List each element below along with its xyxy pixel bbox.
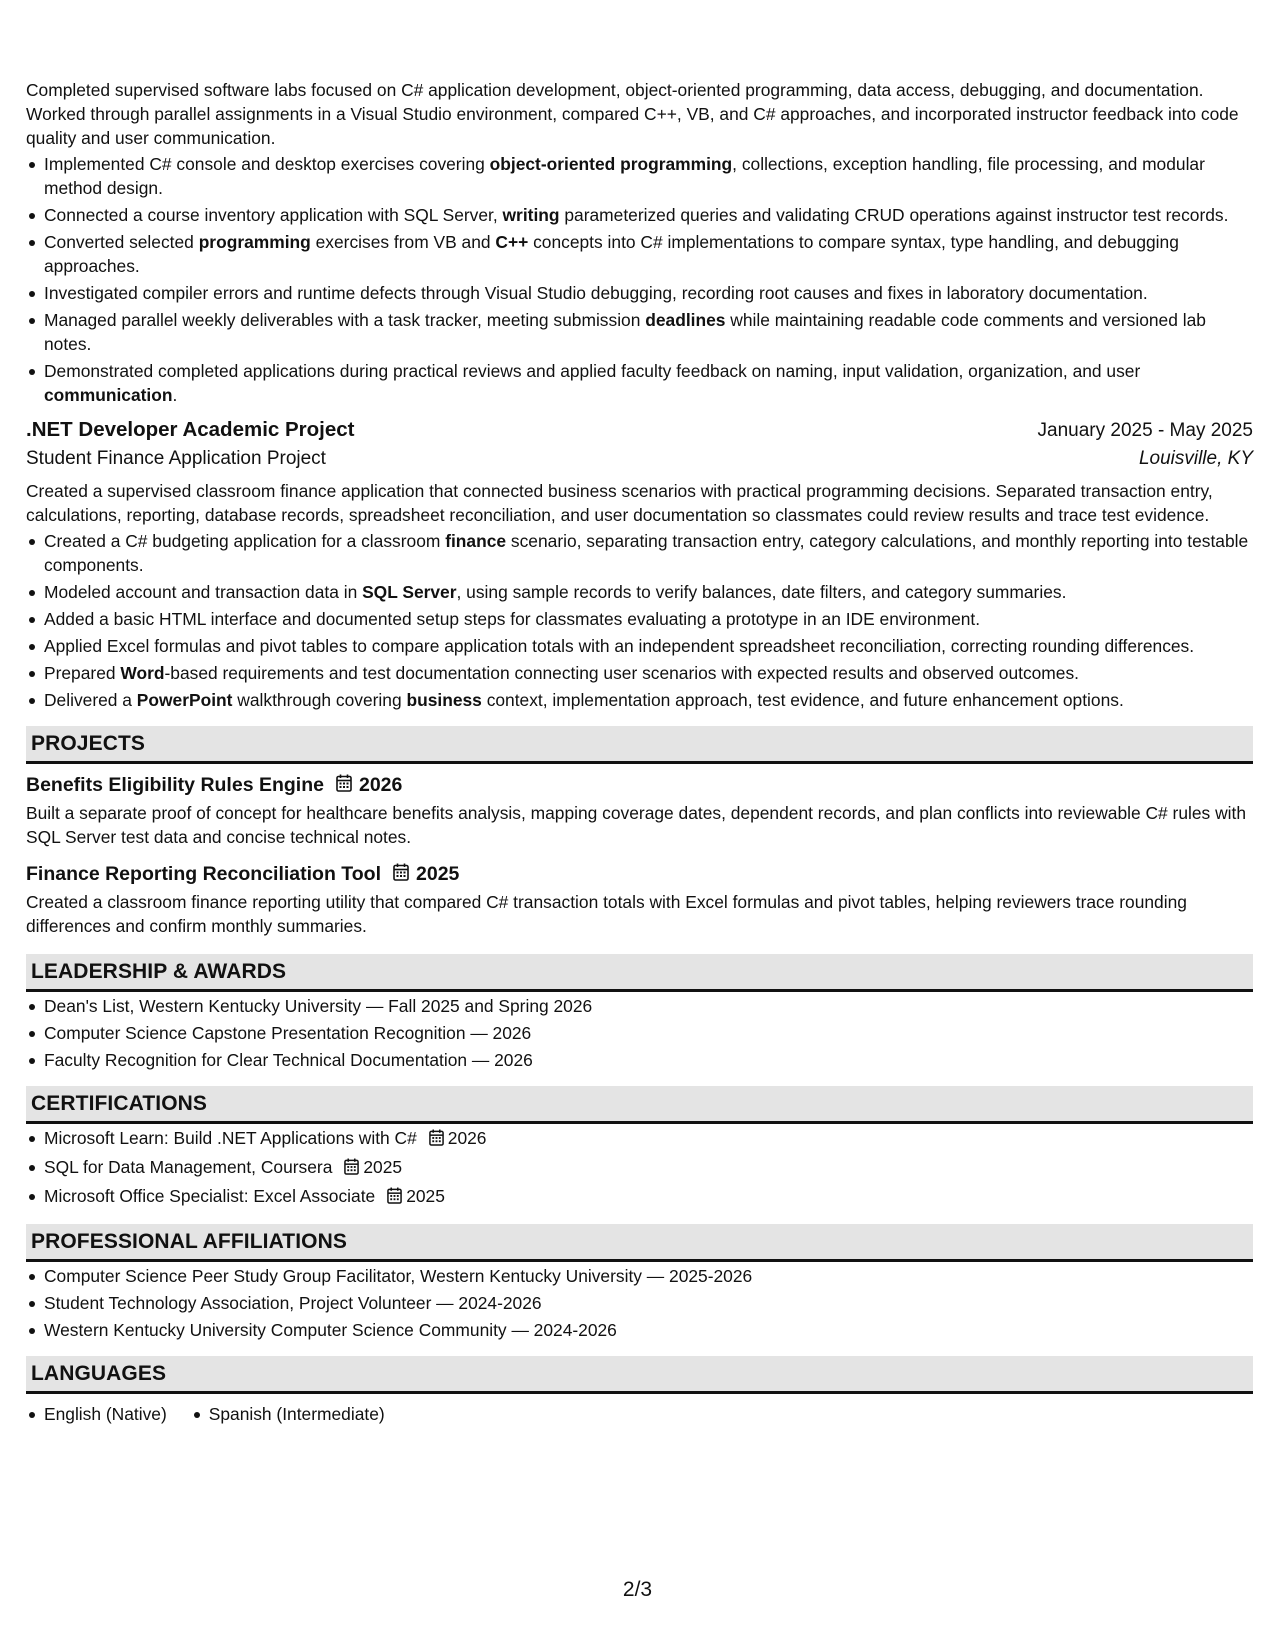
academic-project-bullet: Applied Excel formulas and pivot tables to compare application totals with an independent spreadsheet reconciliation, correcting rounding differences. [44,634,1253,658]
project-header [26,863,1253,886]
certification-name: Microsoft Office Specialist: Excel Associate [44,1186,376,1206]
language-item: English (Native) [44,1404,167,1424]
affiliations-heading: PROFESSIONAL AFFILIATIONS [26,1224,1253,1262]
academic-project-header [26,418,1253,442]
leadership-item: Dean's List, Western Kentucky University — Fall 2025 and Spring 2026 [44,994,1253,1018]
academic-project-dates: January 2025 - May 2025 [1037,420,1253,441]
projects-heading: PROJECTS [26,726,1253,764]
affiliations-list [26,1264,1253,1342]
page-number: 2/3 [622,1578,653,1601]
calendar-icon [336,774,352,797]
experience-bullets [26,152,1253,407]
project-description: Created a classroom finance reporting utility that compared C# transaction totals with Excel formulas and pivot tables, helping reviewers trace rounding differences and confirm monthly summaries. [26,892,1187,936]
project-description: Built a separate proof of concept for healthcare benefits analysis, mapping coverage dates, dependent records, and plan conflicts into reviewable C# rules with SQL Server test data and concise technical notes. [26,803,1246,847]
academic-project-intro: Created a supervised classroom finance application that connected business scenarios with practical programming decisions. Separated transaction entry, calculations, reporting, database records, spreadsheet reconciliation, and user documentation so classmates could review results and trace test evidence. [26,481,1213,525]
leadership-item: Computer Science Capstone Presentation Recognition — 2026 [44,1021,1253,1045]
project-year: 2026 [358,774,403,796]
calendar-icon [393,863,409,886]
calendar-icon [387,1186,402,1210]
experience-bullet: Demonstrated completed applications during practical reviews and applied faculty feedback on naming, input validation, organization, and user communication. [44,359,1253,407]
project-header [26,774,1253,797]
languages-list [26,1402,1253,1426]
experience-bullet: Implemented C# console and desktop exercises covering object-oriented programming, collections, exception handling, file processing, and modular method design. [44,152,1253,200]
project-year: 2025 [416,863,460,885]
academic-project-bullet: Modeled account and transaction data in SQL Server, using sample records to verify balances, date filters, and category summaries. [44,580,1253,604]
experience-bullet: Managed parallel weekly deliverables with a task tracker, meeting submission deadlines while maintaining readable code comments and versioned lab notes. [44,308,1253,356]
academic-project-organization: Student Finance Application Project [26,448,326,469]
resume-page [26,78,1253,1426]
certifications-list [26,1126,1253,1210]
project-title: Finance Reporting Reconciliation Tool [26,863,381,885]
calendar-icon [344,1157,359,1181]
calendar-icon [429,1128,444,1152]
certification-item [44,1155,1253,1181]
experience-bullet: Investigated compiler errors and runtime defects through Visual Studio debugging, recording root causes and fixes in laboratory documentation. [44,281,1253,305]
certification-name: Microsoft Learn: Build .NET Applications with C# [44,1128,417,1148]
experience-bullet: Converted selected programming exercises from VB and C++ concepts into C# implementations to compare syntax, type handling, and debugging approaches. [44,230,1253,278]
experience-bullet: Connected a course inventory application with SQL Server, writing parameterized queries and validating CRUD operations against instructor test records. [44,203,1253,227]
academic-project-bullets [26,529,1253,712]
academic-project-bullet: Prepared Word-based requirements and test documentation connecting user scenarios with expected results and observed outcomes. [44,661,1253,685]
certification-year: 2026 [447,1128,487,1148]
academic-project-title: .NET Developer Academic Project [26,418,355,441]
academic-project-bullet: Created a C# budgeting application for a classroom finance scenario, separating transaction entry, category calculations, and monthly reporting into testable components. [44,529,1253,577]
academic-project-subheader [26,448,1253,470]
leadership-list [26,994,1253,1072]
academic-project-location: Louisville, KY [1138,448,1253,469]
certifications-heading: CERTIFICATIONS [26,1086,1253,1124]
language-item: Spanish (Intermediate) [208,1404,385,1424]
leadership-heading: LEADERSHIP & AWARDS [26,954,1253,992]
certification-year: 2025 [363,1157,403,1177]
affiliation-item: Student Technology Association, Project Volunteer — 2024-2026 [44,1291,1253,1315]
certification-item [44,1184,1253,1210]
leadership-item: Faculty Recognition for Clear Technical Documentation — 2026 [44,1048,1253,1072]
experience-intro: Completed supervised software labs focused on C# application development, object-oriented programming, data access, debugging, and documentation. Worked through parallel assignments in a Visual Studio environment, compared C++, VB, and C# approaches, and incorporated instructor feedback into code quality and user communication. [26,80,1239,148]
project-title: Benefits Eligibility Rules Engine [26,774,324,796]
affiliation-item: Western Kentucky University Computer Science Community — 2024-2026 [44,1318,1253,1342]
academic-project-bullet: Delivered a PowerPoint walkthrough covering business context, implementation approach, test evidence, and future enhancement options. [44,688,1253,712]
academic-project-bullet: Added a basic HTML interface and documented setup steps for classmates evaluating a prototype in an IDE environment. [44,607,1253,631]
affiliation-item: Computer Science Peer Study Group Facilitator, Western Kentucky University — 2025-2026 [44,1264,1253,1288]
certification-item [44,1126,1253,1152]
languages-heading: LANGUAGES [26,1356,1253,1394]
certification-year: 2025 [406,1186,445,1206]
certification-name: SQL for Data Management, Coursera [44,1157,333,1177]
